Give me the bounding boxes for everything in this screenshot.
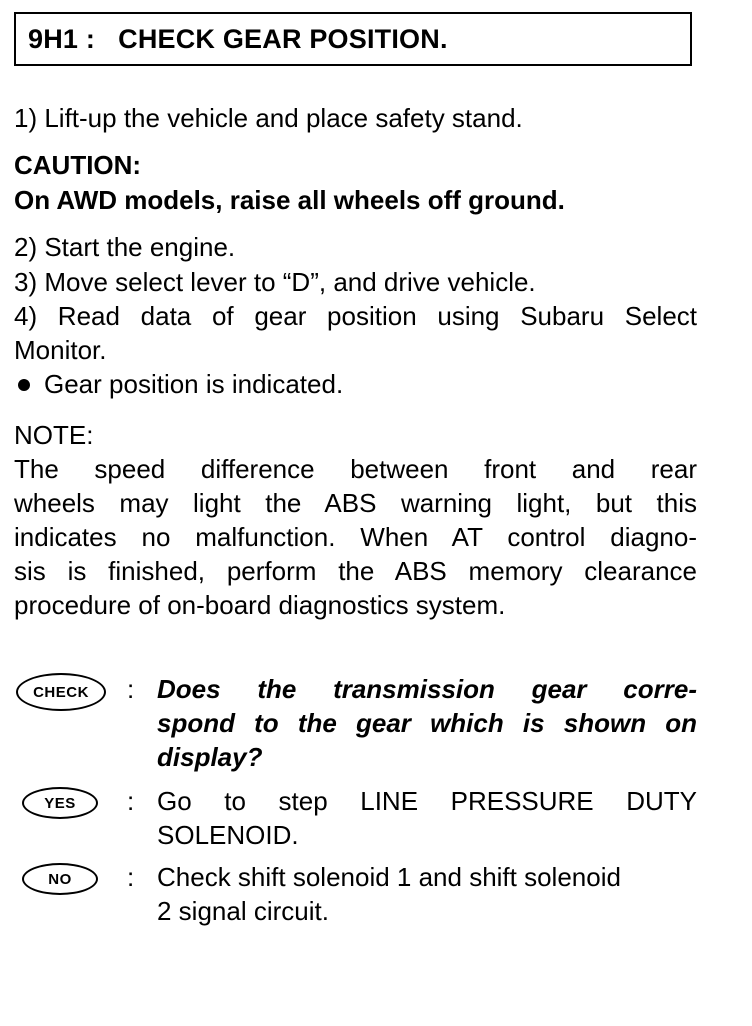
section-title: 9H1 : CHECK GEAR POSITION. [28, 24, 448, 54]
bullet-text: Gear position is indicated. [44, 369, 344, 399]
bullet-dot-icon [18, 379, 30, 391]
yes-badge-icon: YES [22, 787, 98, 819]
step-4-line-2: Monitor. [14, 335, 107, 365]
note-line-2: wheels may light the ABS warning light, but this [14, 488, 697, 518]
step-3: 3) Move select lever to “D”, and drive vehicle. [14, 267, 536, 297]
step-2: 2) Start the engine. [14, 232, 236, 262]
note-line-3: indicates no malfunction. When AT control diagno- [14, 522, 697, 552]
caution-text: On AWD models, raise all wheels off ground. [14, 185, 565, 215]
no-line-2: 2 signal circuit. [157, 896, 329, 926]
bullet-item [14, 367, 343, 401]
check-badge-icon: CHECK [16, 673, 106, 711]
note-title: NOTE: [14, 420, 94, 450]
step-4-line-1: 4) Read data of gear position using Subaru Select [14, 301, 697, 331]
check-colon: : [127, 674, 135, 704]
yes-line-2: SOLENOID. [157, 820, 299, 850]
check-line-3: display? [157, 742, 263, 772]
note-line-4: sis is finished, perform the ABS memory clearance [14, 556, 697, 586]
no-badge-icon: NO [22, 863, 98, 895]
caution-title: CAUTION: [14, 150, 142, 180]
no-line-1: Check shift solenoid 1 and shift solenoid [157, 862, 621, 892]
section-header-box [14, 12, 692, 66]
yes-line-1: Go to step LINE PRESSURE DUTY [157, 786, 697, 816]
step-1: 1) Lift-up the vehicle and place safety stand. [14, 103, 523, 133]
check-line-1: Does the transmission gear corre- [157, 674, 697, 704]
note-line-5: procedure of on-board diagnostics system. [14, 590, 506, 620]
no-colon: : [127, 862, 135, 892]
check-line-2: spond to the gear which is shown on [157, 708, 697, 738]
yes-colon: : [127, 786, 135, 816]
note-line-1: The speed difference between front and rear [14, 454, 697, 484]
